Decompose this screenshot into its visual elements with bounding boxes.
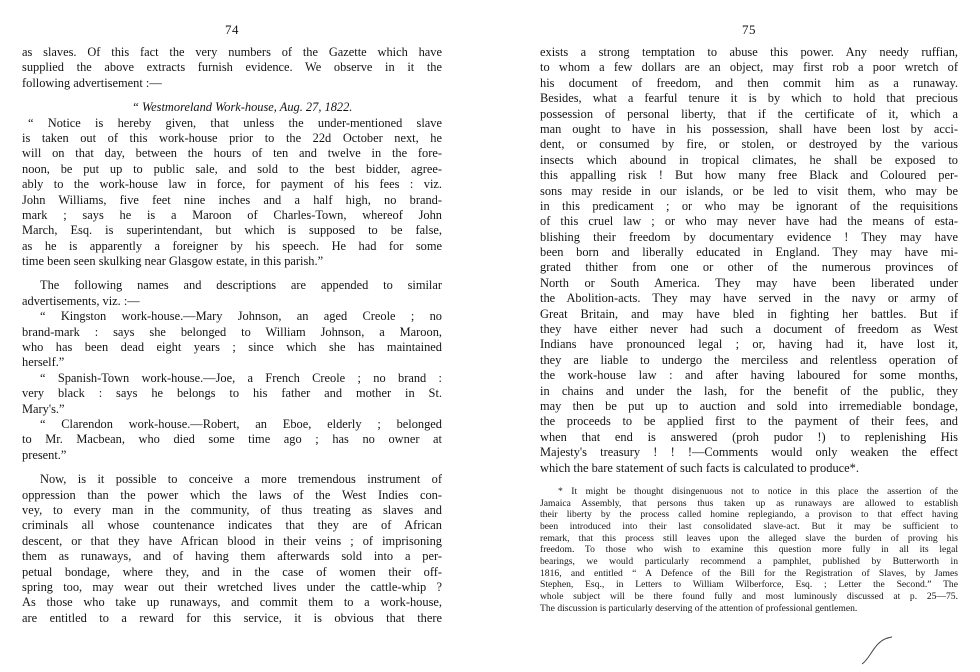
text-line: Indians have pronounced legal ; or, having had it, have lost it, [540,337,958,352]
text-line: are entitled to a reward for this service, it is obvious that there [22,610,442,625]
text-line: Now, is it possible to conceive a more tremendous instrument of [40,472,442,487]
text-line: will on that day, between the hours of ten and twelve in the fore- [22,146,442,161]
text-line: man ought to have in his possession, shall have been lost by acci- [540,121,958,136]
text-line: John Williams, five feet nine inches and a half high, no brand- [22,192,442,207]
text-line: they have either never had such a document of freedom as West [540,322,958,337]
text-line: Besides, what a fearful tenure it is by which to hold that precious [540,91,958,106]
text-line: in this predicament ; or who may be ignorant of the requisitions [540,198,958,213]
text-line: may then be put up to auction and sold into irremediable bondage, [540,398,958,413]
text-line: sons may reside in our islands, or be led to visit them, who may be [540,183,958,198]
text-line: petual bondage, where they, and in the case of women their off- [22,564,442,579]
text-line: the Abolition-acts. They may have served in the navy or army of [540,291,958,306]
text-line: exists a strong temptation to abuse this power. Any needy ruffian, [540,45,958,59]
text-line: As those who take up runaways, and commit them to a work-house, [22,595,442,610]
text-line: ably to the work-house law in force, for payment of his fees : viz. [22,177,442,192]
footnote-line: been introduced into their last consolidated slave-act. But it may be sufficient to [540,521,958,532]
text-line: this appalling risk ! But how many free Black and Coloured per- [540,168,958,183]
text-line: which the bare statement of such facts is calculated to produce*. [540,460,859,475]
text-line: North or South America. They may have been liberated under [540,275,958,290]
text-line: as slaves. Of this fact the very numbers of the Gazette which have [22,45,442,59]
text-line: supplied the above extracts furnish evidence. We observe in it the [22,60,442,75]
text-line: the work-house law : and after having laboured for some months, [540,368,958,383]
footnote-line: bearings, we would particularly recommend a pamphlet, published by Butterworth in [540,556,958,568]
text-line: The following names and descriptions are appended to similar [40,278,442,293]
text-line: following advertisement :— [22,75,162,90]
text-line: oppression than the power which the laws of the West Indies con- [22,487,442,502]
text-line: criminals all whose countenance indicates that they are of African [22,518,442,533]
text-line: dent, or consumed by fire, or stolen, or destroyed by the various [540,137,958,152]
footnote-line: * It might be thought disingenuous not to notice in this place the assertion of the [558,485,958,497]
text-line: is taken out of this work-house prior to the 22d October next, he [22,130,442,145]
text-line: as he is apparently a foreigner by his speech. He had for some [22,238,442,253]
text-line: spring too, may wear out their wretched lives under the cattle-whip ? [22,579,442,594]
footnote-line: Jamaica Assembly, that persons thus taken up as runaways are allowed to establish [540,497,958,509]
footnote-line: whole subject will be there found fully and most luminously discussed at p. 25—75. [540,591,958,603]
text-line: them as runaways, and of having them afterwards sold into a per- [22,549,442,564]
footnote-line: Stephen, Esq., in Letters to William Wilberforce, Esq. ; Letter the Second.” The [540,579,958,591]
page-number-right: 75 [742,22,756,37]
left-page-body [22,45,442,626]
page-number-left: 74 [225,22,239,37]
text-line: to Mr. Macbean, who died some time ago ; has no owner at [22,432,442,447]
text-line: Great Britain, and may have bled in fighting her battles. But if [540,306,958,321]
text-line: in chains and under the lash, for the benefit of the public, they [540,383,958,398]
text-line: to whom a few dollars are an object, may first rob a poor wretch of [540,60,958,75]
footnote-line: 1816, and entitled “ A Defence of the Bill for the Registration of Slaves, by James [540,567,958,579]
text-line: noon, be put up to public sale, and sold to the best bidder, agree- [22,161,442,176]
pen-stroke-mark [858,636,898,666]
text-line: vey, to every man in the community, of thus treating as slaves and [22,502,442,517]
text-line: who has been dead eight years ; since which she has maintained [22,340,442,355]
text-line: possession of personal liberty, that if the certificate of it, which a [540,106,958,121]
text-line: when that end is answered (proh pudor !) to replenishing His [540,429,958,444]
footnote-line: remark, that this process still leaves upon the alleged slave the burden of proving his [540,532,958,544]
right-page-body [540,45,958,615]
text-line: blishing their freedom by documentary evidence ! They may have [540,229,958,244]
footnote [540,486,958,615]
text-line: grated thither from one or other of the numerous provinces of [540,260,958,275]
text-line: “ Kingston work-house.—Mary Johnson, an aged Creole ; no [40,309,442,324]
text-line: very black : says he belongs to his father and mother in St. [22,386,442,401]
text-line: descent, or that they have African blood in their veins ; of imprisoning [22,533,442,548]
text-line: herself.” [22,355,65,370]
text-line: his document of freedom, and then commit him as a runaway. [540,75,958,90]
footnote-line: The discussion is particularly deserving of the attention of professional gentlemen. [540,602,858,614]
text-line: “ Spanish-Town work-house.—Joe, a French Creole ; no brand : [40,370,442,385]
text-line: Majesty's treasury ! ! !—Comments would only weaken the effect [540,445,958,460]
text-line: the proceeds to be applied first to the payment of their fees, and [540,414,958,429]
footnote-line: freedom. To those who wish to examine this question more fully in all its legal [540,544,958,556]
text-line: they are liable to undergo the merciless and relentless operation of [540,352,958,367]
text-line: “ Notice is hereby given, that unless the under-mentioned slave [28,115,442,130]
text-line: time been seen skulking near Glasgow estate, in this parish.” [22,254,324,269]
text-line: mark ; says he is a Maroon of Charles-Town, whereof John [22,207,442,222]
text-line: advertisements, viz. :— [22,293,140,308]
text-line: Mary's.” [22,401,65,416]
text-line: insects which abound in tropical climates, he shall be exposed to [540,152,958,167]
text-line: “ Clarendon work-house.—Robert, an Eboe, elderly ; belonged [40,416,442,431]
footnote-line: their liberty by the process called homine replegiando, a provison to that effect having [540,509,958,521]
text-line: been born and liberally educated in England. They may have mi- [540,245,958,260]
right-page [540,0,958,672]
text-line: of this cruel law ; or who may never have had the means of esta- [540,214,958,229]
text-line: brand-mark : says she belonged to William Johnson, a Maroon, [22,324,442,339]
text-line: present.” [22,447,67,462]
quote-heading: “ Westmoreland Work-house, Aug. 27, 1822. [132,100,353,115]
left-page [22,0,442,672]
text-line: March, Esq. is superintendant, but which is supposed to be false, [22,223,442,238]
